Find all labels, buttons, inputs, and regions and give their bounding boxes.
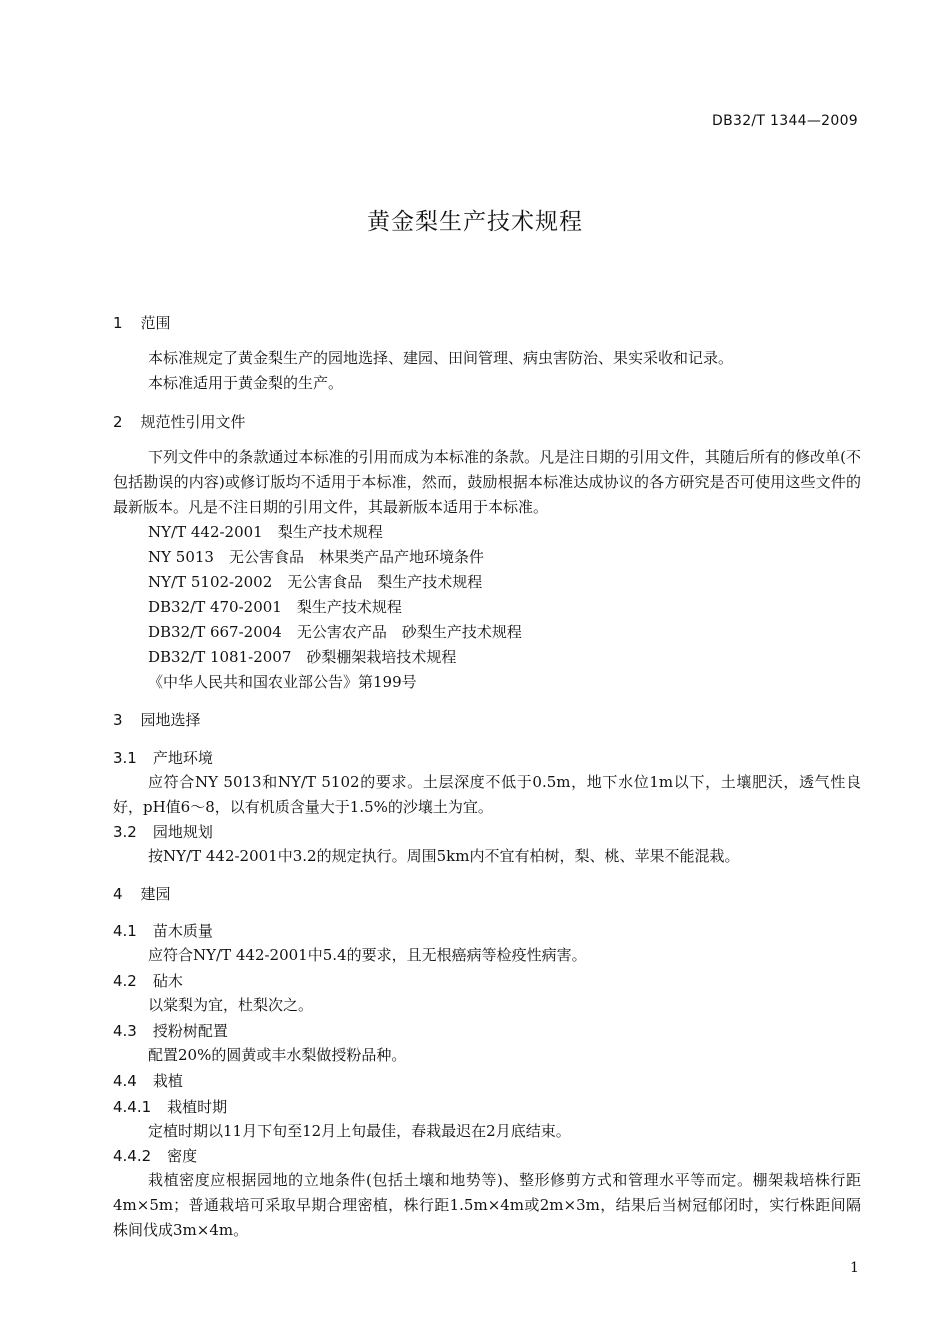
section-number: 2 — [113, 413, 123, 431]
section-4-heading — [113, 883, 171, 904]
subsection-number: 4.4.2 — [113, 1147, 152, 1165]
page-number: 1 — [850, 1260, 859, 1276]
paragraph: 应符合NY/T 442-2001中5.4的要求，且无根癌病等检疫性病害。 — [148, 946, 587, 964]
subsection-4-3-heading — [113, 1020, 228, 1041]
subsection-title: 授粉树配置 — [152, 1022, 228, 1040]
reference-item: DB32/T 470-2001 梨生产技术规程 — [148, 598, 402, 616]
section-number: 4 — [113, 885, 123, 903]
section-1-heading — [113, 312, 171, 333]
section-3-heading — [113, 709, 201, 730]
section-title: 建园 — [140, 885, 171, 903]
subsection-4-1-heading — [113, 920, 213, 941]
subsection-4-4-heading — [113, 1070, 183, 1091]
subsection-title: 苗木质量 — [152, 922, 213, 940]
subsection-number: 3.2 — [113, 823, 137, 841]
paragraph: 本标准规定了黄金梨生产的园地选择、建园、田间管理、病虫害防治、果实采收和记录。 — [148, 349, 734, 367]
paragraph: 按NY/T 442-2001中3.2的规定执行。周围5km内不宜有柏树，梨、桃、苹果不能混栽。 — [148, 847, 740, 865]
paragraph: 配置20%的圆黄或丰水梨做授粉品种。 — [148, 1046, 407, 1064]
subsection-3-1-heading — [113, 747, 213, 768]
paragraph: 栽植密度应根据园地的立地条件(包括土壤和地势等)、整形修剪方式和管理水平等而定。棚架栽培株行距4m×5m；普通栽培可采取早期合理密植，株行距1.5m×4m或2m×3m，结果后当树冠郁闭时，实行株距间隔株间伐成3m×4m。 — [113, 1171, 861, 1239]
subsection-title: 密度 — [167, 1147, 198, 1165]
section-title: 规范性引用文件 — [140, 413, 246, 431]
subsection-number: 4.4.1 — [113, 1098, 152, 1116]
subsection-title: 栽植 — [152, 1072, 183, 1090]
subsection-title: 砧木 — [152, 972, 183, 990]
reference-item: 《中华人民共和国农业部公告》第199号 — [148, 673, 417, 691]
subsection-number: 4.1 — [113, 922, 137, 940]
subsection-number: 4.2 — [113, 972, 137, 990]
paragraph: 定植时期以11月下旬至12月上旬最佳，春栽最迟在2月底结束。 — [148, 1122, 571, 1140]
section-title: 范围 — [140, 314, 171, 332]
section-title: 园地选择 — [140, 711, 201, 729]
reference-item: DB32/T 1081-2007 砂梨棚架栽培技术规程 — [148, 648, 457, 666]
paragraph: 下列文件中的条款通过本标准的引用而成为本标准的条款。凡是注日期的引用文件，其随后所有的修改单(不包括勘误的内容)或修订版均不适用于本标准，然而，鼓励根据本标准达成协议的各方研究是否可使用这些文件的最新版本。凡是不注日期的引用文件，其最新版本适用于本标准。 — [113, 448, 861, 516]
subsection-title: 栽植时期 — [167, 1098, 228, 1116]
subsection-4-2-heading — [113, 970, 183, 991]
section-number: 1 — [113, 314, 123, 332]
reference-item: DB32/T 667-2004 无公害农产品 砂梨生产技术规程 — [148, 623, 522, 641]
paragraph: 以棠梨为宜，杜梨次之。 — [148, 996, 314, 1014]
subsection-4-4-2-heading — [113, 1145, 197, 1166]
reference-item: NY/T 442-2001 梨生产技术规程 — [148, 523, 383, 541]
section-2-heading — [113, 411, 246, 432]
subsection-title: 园地规划 — [152, 823, 213, 841]
section-number: 3 — [113, 711, 123, 729]
subsection-3-2-heading — [113, 821, 213, 842]
standard-code: DB32/T 1344—2009 — [712, 113, 858, 129]
subsection-number: 4.4 — [113, 1072, 137, 1090]
paragraph: 应符合NY 5013和NY/T 5102的要求。土层深度不低于0.5m，地下水位1m以下，土壤肥沃，透气性良好，pH值6～8，以有机质含量大于1.5%的沙壤土为宜。 — [113, 773, 861, 816]
document-title: 黄金梨生产技术规程 — [367, 209, 583, 235]
subsection-title: 产地环境 — [152, 749, 213, 767]
reference-item: NY 5013 无公害食品 林果类产品产地环境条件 — [148, 548, 484, 566]
reference-item: NY/T 5102-2002 无公害食品 梨生产技术规程 — [148, 573, 483, 591]
subsection-number: 3.1 — [113, 749, 137, 767]
subsection-number: 4.3 — [113, 1022, 137, 1040]
paragraph: 本标准适用于黄金梨的生产。 — [148, 374, 344, 392]
subsection-4-4-1-heading — [113, 1096, 227, 1117]
